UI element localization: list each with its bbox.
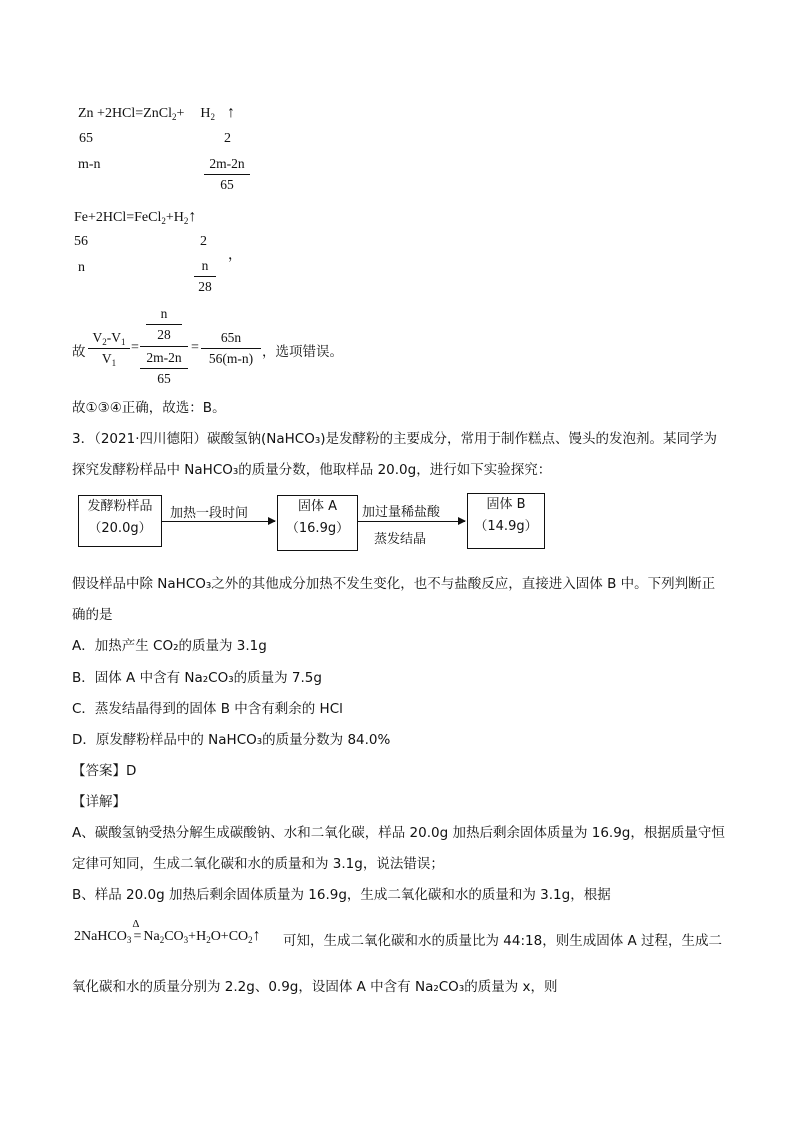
fe-mass-variable: n — [78, 260, 85, 275]
flow-arrow-acid — [357, 521, 465, 522]
flow-box-sample: 发酵粉样品 （20.0g） — [78, 495, 162, 547]
detail-b-line2: 可知，生成二氧化碳和水的质量比为 44:18，则生成固体 A 过程，生成二 — [283, 933, 723, 949]
fe-equation-lhs: Fe+2HCl=FeCl — [74, 210, 162, 225]
option-b: B．固体 A 中含有 Na₂CO₃的质量为 7.5g — [72, 670, 322, 686]
compound-numerator: n 28 — [146, 306, 182, 343]
option-c: C．蒸发结晶得到的固体 B 中含有剩余的 HCl — [72, 701, 343, 717]
equals-sign-1: = — [131, 340, 139, 355]
compound-denominator: 2m-2n 65 — [140, 350, 188, 387]
zncl2-subscript: 2 — [171, 112, 177, 122]
option-a: A．加热产生 CO₂的质量为 3.1g — [72, 638, 267, 654]
result-numerator: 65n — [220, 330, 242, 345]
question-3-intro-line1: 3．（2021·四川德阳）碳酸氢钠(NaHCO₃)是发酵粉的主要成分，常用于制作糕点、馒头的发泡剂。某同学为 — [72, 431, 718, 447]
result-fraction — [201, 330, 261, 367]
decomposition-equation: 2NaHCO$_3$ Δ = $Na_2CO_3+H_2O+CO_2↑$ — [74, 918, 261, 945]
detail-b-line1: B、样品 20.0g 加热后剩余固体质量为 16.9g，生成二氧化碳和水的质量和为 3.1g，根据 — [72, 887, 611, 903]
ratio-denominator: $V_1$ — [101, 351, 117, 368]
fe-molar-mass: 56 — [74, 234, 88, 249]
flow-box-solid-b: 固体 B （14.9g） — [467, 493, 545, 549]
heat-delta-icon: Δ — [132, 918, 140, 930]
gas-arrow-icon: ↑ — [227, 104, 235, 121]
result-denominator: 56(m-n) — [208, 351, 254, 366]
fraction-denominator: 28 — [198, 279, 212, 294]
h2-from-zn-fraction — [204, 156, 250, 193]
zn-equation — [78, 104, 235, 122]
detail-b-line3: 氧化碳和水的质量分别为 2.2g、0.9g，设固体 A 中含有 Na₂CO₃的质量为 x，则 — [72, 979, 558, 995]
detail-heading: 【详解】 — [72, 794, 126, 810]
detail-a-line2: 定律可知同，生成二氧化碳和水的质量和为 3.1g，说法错误； — [72, 856, 444, 872]
h2-symbol-fe: +H — [165, 210, 184, 225]
answer-line: 【答案】D — [72, 763, 137, 779]
ratio-prefix: 故 — [72, 344, 86, 360]
fraction-numerator: 2m-2n — [209, 156, 245, 171]
plus-sign: + — [176, 106, 185, 121]
fecl2-subscript: 2 — [161, 216, 166, 226]
flow-arrow-heat-label: 加热一段时间 — [170, 506, 249, 521]
h2-molar-mass-1: 2 — [224, 131, 231, 146]
h2-from-fe-fraction — [194, 258, 216, 295]
h2-subscript-fe: 2 — [183, 216, 189, 226]
h2-molar-mass-2: 2 — [200, 234, 207, 249]
compound-fraction — [140, 306, 188, 387]
flow-arrow-heat — [161, 521, 275, 522]
fraction-denominator: 65 — [220, 177, 234, 192]
option-d: D．原发酵粉样品中的 NaHCO₃的质量分数为 84.0% — [72, 732, 391, 748]
fe-equation — [74, 208, 196, 226]
flow-arrow-acid-label-bottom: 蒸发结晶 — [374, 532, 427, 547]
flow-arrow-acid-label-top: 加过量稀盐酸 — [362, 505, 441, 520]
conclusion-line: 故①③④正确，故选：B。 — [72, 400, 226, 416]
h2-subscript: 2 — [210, 112, 215, 122]
zn-equation-lhs: Zn +2HCl=ZnCl — [78, 106, 172, 121]
assumption-line2: 确的是 — [72, 607, 113, 623]
ratio-numerator: $V_2-V_1$ — [92, 330, 126, 347]
gas-arrow-icon: ↑ — [188, 208, 197, 225]
ratio-suffix: ，选项错误。 — [262, 344, 343, 360]
fraction-numerator: n — [201, 258, 209, 273]
zn-mass-variable: m-n — [78, 157, 101, 172]
flow-box-solid-a: 固体 A （16.9g） — [277, 495, 358, 551]
h2-symbol: H — [200, 106, 211, 121]
question-3-intro-line2: 探究发酵粉样品中 NaHCO₃的质量分数，他取样品 20.0g，进行如下实验探究： — [72, 462, 552, 478]
assumption-line1: 假设样品中除 NaHCO₃之外的其他成分加热不发生变化，也不与盐酸反应，直接进入固体 B 中。下列判断正 — [72, 576, 716, 592]
detail-a-line1: A、碳酸氢钠受热分解生成碳酸钠、水和二氧化碳，样品 20.0g 加热后剩余固体质量为 16.9g，根据质量守恒 — [72, 825, 725, 841]
comma: ， — [228, 248, 242, 263]
gas-arrow-icon: ↑ — [252, 927, 261, 944]
volume-ratio-fraction — [88, 330, 130, 367]
zn-molar-mass: 65 — [79, 131, 93, 146]
equals-sign-2: = — [191, 340, 199, 355]
